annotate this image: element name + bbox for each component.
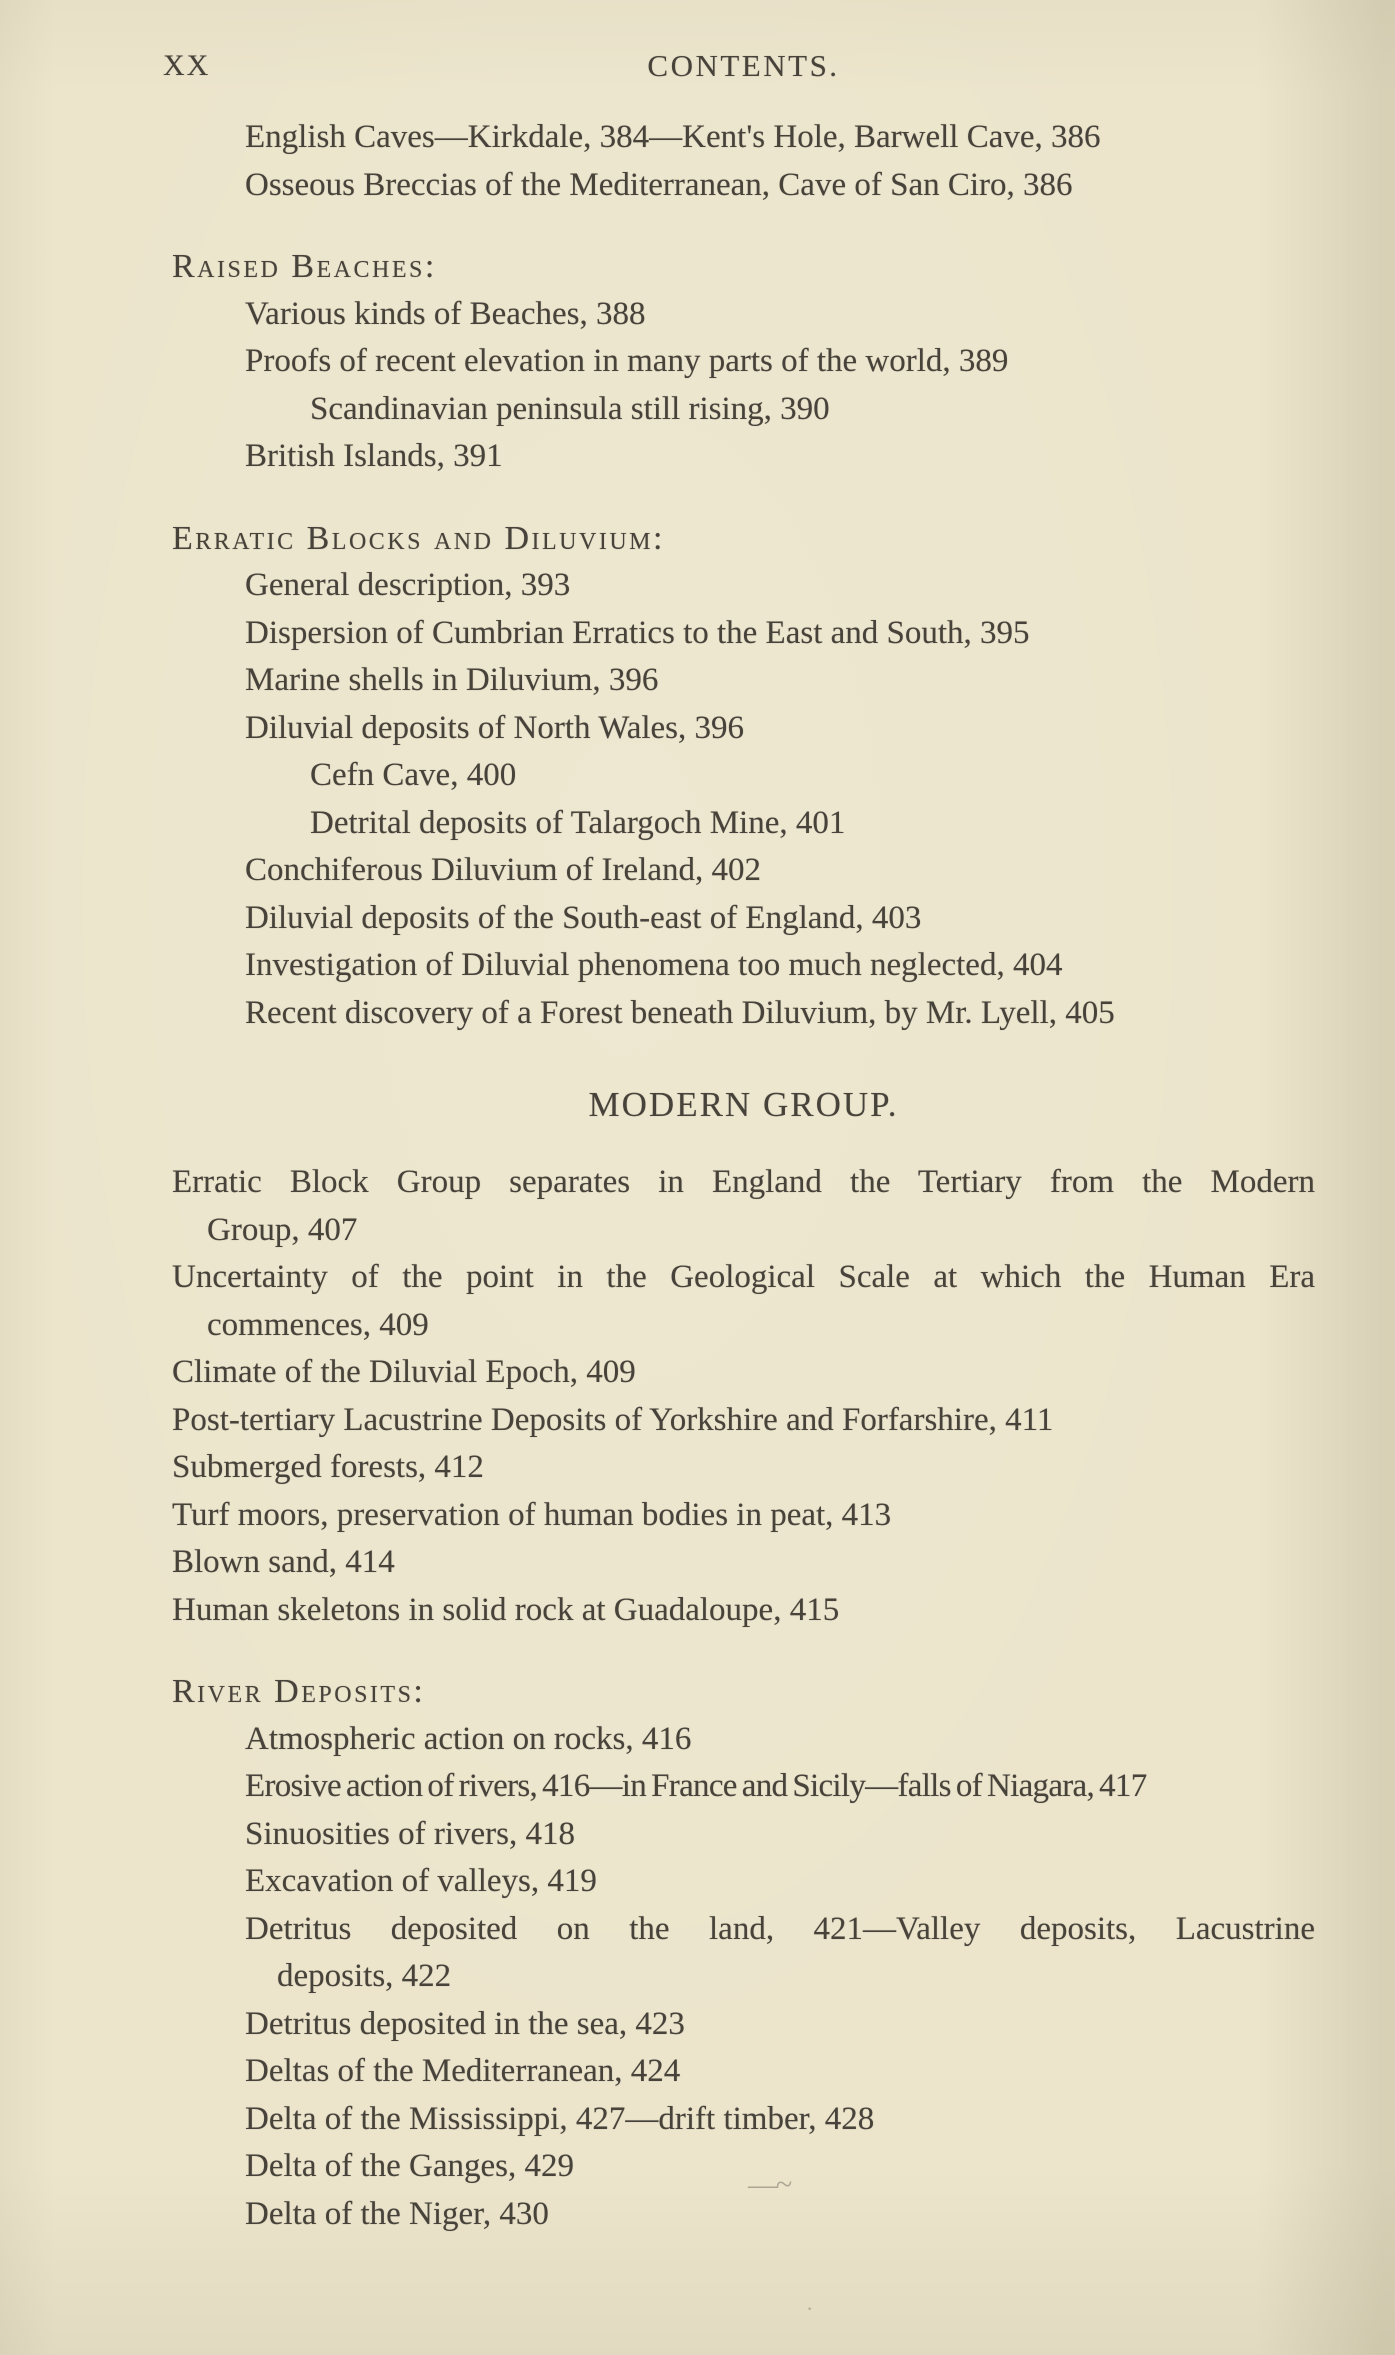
toc-line: Post-tertiary Lacustrine Deposits of Yorkshire and Forfarshire, 411 [172, 1401, 1054, 1438]
section-heading: River Deposits: [172, 1673, 426, 1710]
toc-line: Human skeletons in solid rock at Guadaloupe, 415 [172, 1591, 840, 1628]
toc-entry-group [0, 1159, 1395, 1634]
section-heading: Raised Beaches: [172, 248, 437, 285]
stray-speck: · [806, 2296, 814, 2321]
toc-line: Group, 407 [207, 1211, 358, 1248]
toc-line: Turf moors, preservation of human bodies in peat, 413 [172, 1496, 892, 1533]
toc-line: Conchiferous Diluvium of Ireland, 402 [245, 852, 761, 888]
toc-line: deposits, 422 [277, 1958, 452, 1994]
page-number: XX [163, 49, 211, 82]
toc-line: Cefn Cave, 400 [310, 757, 517, 793]
toc-line: Recent discovery of a Forest beneath Diluvium, by Mr. Lyell, 405 [245, 994, 1115, 1031]
toc-line: General description, 393 [245, 567, 571, 603]
toc-line: Osseous Breccias of the Mediterranean, Cave of San Ciro, 386 [245, 166, 1073, 203]
toc-line: English Caves—Kirkdale, 384—Kent's Hole, Barwell Cave, 386 [245, 119, 1101, 155]
toc-line: Erratic Block Group separates in England the Tertiary from the Modern [172, 1164, 1315, 1200]
toc-line: Submerged forests, 412 [172, 1449, 484, 1485]
toc-line: Erosive action of rivers, 416—in France and Sicily—falls of Niagara, 417 [245, 1768, 1147, 1804]
toc-line: Marine shells in Diluvium, 396 [245, 662, 659, 698]
toc-line: Scandinavian peninsula still rising, 390 [310, 390, 830, 427]
group-heading: MODERN GROUP. [588, 1085, 899, 1124]
toc-line: Excavation of valleys, 419 [245, 1863, 597, 1899]
toc-line: Detritus deposited on the land, 421—Valley deposits, Lacustrine [245, 1910, 1315, 1947]
toc-line: Dispersion of Cumbrian Erratics to the East and South, 395 [245, 614, 1030, 651]
toc-line: Deltas of the Mediterranean, 424 [245, 2053, 681, 2089]
stray-pencil-mark: —~ [748, 2168, 791, 2201]
toc-line: commences, 409 [207, 1306, 429, 1343]
toc-line: British Islands, 391 [245, 438, 503, 474]
toc-line: Delta of the Niger, 430 [245, 2195, 549, 2232]
running-header [0, 46, 1395, 86]
toc-line: Blown sand, 414 [172, 1544, 395, 1580]
group-heading-block [0, 1079, 1395, 1131]
toc-line: Uncertainty of the point in the Geological Scale at which the Human Era [172, 1259, 1315, 1295]
running-title: CONTENTS. [647, 48, 840, 83]
toc-line: Sinuosities of rivers, 418 [245, 1815, 575, 1852]
toc-line: Investigation of Diluvial phenomena too much neglected, 404 [245, 947, 1063, 983]
toc-line: Proofs of recent elevation in many parts of the world, 389 [245, 343, 1009, 379]
toc-line: Atmospheric action on rocks, 416 [245, 1720, 692, 1757]
table-of-contents [0, 114, 1395, 2238]
toc-line: Delta of the Ganges, 429 [245, 2148, 574, 2184]
toc-line: Detrital deposits of Talargoch Mine, 401 [310, 804, 846, 841]
toc-line: Various kinds of Beaches, 388 [245, 295, 646, 332]
toc-line: Delta of the Mississippi, 427—drift timber, 428 [245, 2100, 875, 2137]
toc-section [0, 515, 1395, 1038]
toc-line: Detritus deposited in the sea, 423 [245, 2005, 685, 2042]
toc-section [0, 1668, 1395, 2238]
toc-line: Diluvial deposits of the South-east of England, 403 [245, 899, 922, 936]
section-heading: Erratic Blocks and Diluvium: [172, 519, 665, 557]
toc-entry-group [0, 114, 1395, 209]
toc-line: Climate of the Diluvial Epoch, 409 [172, 1354, 636, 1390]
toc-section [0, 243, 1395, 481]
toc-line: Diluvial deposits of North Wales, 396 [245, 709, 745, 746]
